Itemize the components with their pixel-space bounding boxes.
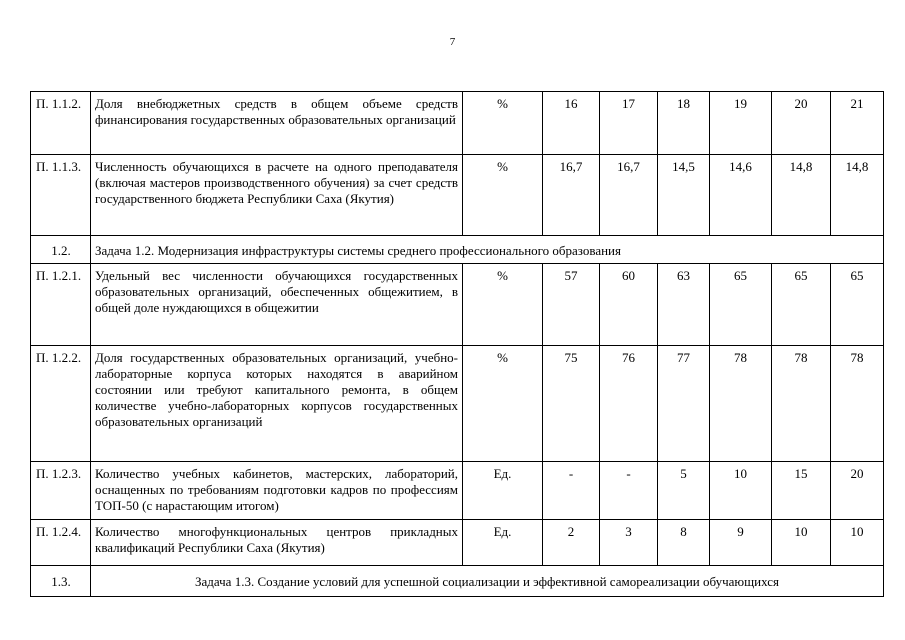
indicator-value: 9	[710, 520, 772, 566]
indicator-value: 14,8	[772, 155, 831, 236]
task-title: Задача 1.2. Модернизация инфраструктуры системы среднего профессионального образования	[91, 236, 884, 264]
indicator-value: 2	[543, 520, 600, 566]
indicator-value: 10	[831, 520, 884, 566]
indicator-name: Доля государственных образовательных организаций, учебно-лабораторные корпуса которых находятся в аварийном состоянии или требуют капитального ремонта, в общем количестве учебно-лабораторных корпусов государственных образовательных организаций	[91, 346, 463, 462]
indicator-value: -	[600, 462, 658, 520]
indicator-value: 16,7	[600, 155, 658, 236]
indicator-unit: Ед.	[463, 462, 543, 520]
indicator-value: 14,6	[710, 155, 772, 236]
indicators-table	[30, 91, 884, 597]
indicator-name: Количество многофункциональных центров прикладных квалификаций Республики Саха (Якутия)	[91, 520, 463, 566]
indicator-name: Доля внебюджетных средств в общем объеме средств финансирования государственных образовательных организаций	[91, 92, 463, 155]
indicator-unit: %	[463, 155, 543, 236]
table-row	[31, 346, 884, 462]
task-title: Задача 1.3. Создание условий для успешной социализации и эффективной самореализации обучающихся	[91, 566, 884, 597]
task-row	[31, 236, 884, 264]
indicator-code: П. 1.2.4.	[31, 520, 91, 566]
indicator-value: -	[543, 462, 600, 520]
indicator-value: 75	[543, 346, 600, 462]
indicator-value: 16,7	[543, 155, 600, 236]
indicator-value: 78	[710, 346, 772, 462]
indicator-code: П. 1.2.3.	[31, 462, 91, 520]
indicator-value: 77	[658, 346, 710, 462]
indicator-value: 16	[543, 92, 600, 155]
indicator-value: 8	[658, 520, 710, 566]
indicator-value: 21	[831, 92, 884, 155]
indicator-name: Численность обучающихся в расчете на одного преподавателя (включая мастеров производственного обучения) за счет средств государственного бюджета Республики Саха (Якутия)	[91, 155, 463, 236]
indicator-value: 65	[710, 264, 772, 346]
task-code: 1.2.	[31, 236, 91, 264]
table-body	[31, 92, 884, 597]
indicator-value: 19	[710, 92, 772, 155]
indicator-value: 20	[831, 462, 884, 520]
table-row	[31, 520, 884, 566]
table-row	[31, 462, 884, 520]
indicator-code: П. 1.1.3.	[31, 155, 91, 236]
indicator-value: 78	[772, 346, 831, 462]
indicator-value: 57	[543, 264, 600, 346]
indicator-value: 17	[600, 92, 658, 155]
indicator-value: 14,8	[831, 155, 884, 236]
indicator-value: 76	[600, 346, 658, 462]
indicator-value: 20	[772, 92, 831, 155]
indicator-value: 18	[658, 92, 710, 155]
indicator-value: 3	[600, 520, 658, 566]
table-row	[31, 155, 884, 236]
page-number: 7	[449, 36, 456, 48]
indicator-value: 65	[772, 264, 831, 346]
task-row	[31, 566, 884, 597]
indicator-name: Удельный вес численности обучающихся государственных образовательных организаций, обеспеченных общежитием, в общей доле нуждающихся в общежитии	[91, 264, 463, 346]
indicator-value: 10	[772, 520, 831, 566]
indicator-code: П. 1.2.2.	[31, 346, 91, 462]
indicator-value: 10	[710, 462, 772, 520]
indicator-value: 60	[600, 264, 658, 346]
indicator-name: Количество учебных кабинетов, мастерских, лабораторий, оснащенных по требованиям подготовки кадров по профессиям ТОП-50 (с нарастающим итогом)	[91, 462, 463, 520]
indicator-value: 15	[772, 462, 831, 520]
task-code: 1.3.	[31, 566, 91, 597]
indicator-code: П. 1.2.1.	[31, 264, 91, 346]
table-row	[31, 92, 884, 155]
table-row	[31, 264, 884, 346]
indicator-code: П. 1.1.2.	[31, 92, 91, 155]
indicator-unit: %	[463, 92, 543, 155]
indicator-unit: %	[463, 264, 543, 346]
indicator-unit: %	[463, 346, 543, 462]
indicator-unit: Ед.	[463, 520, 543, 566]
indicator-value: 78	[831, 346, 884, 462]
indicator-value: 63	[658, 264, 710, 346]
indicator-value: 14,5	[658, 155, 710, 236]
indicator-value: 5	[658, 462, 710, 520]
indicator-value: 65	[831, 264, 884, 346]
